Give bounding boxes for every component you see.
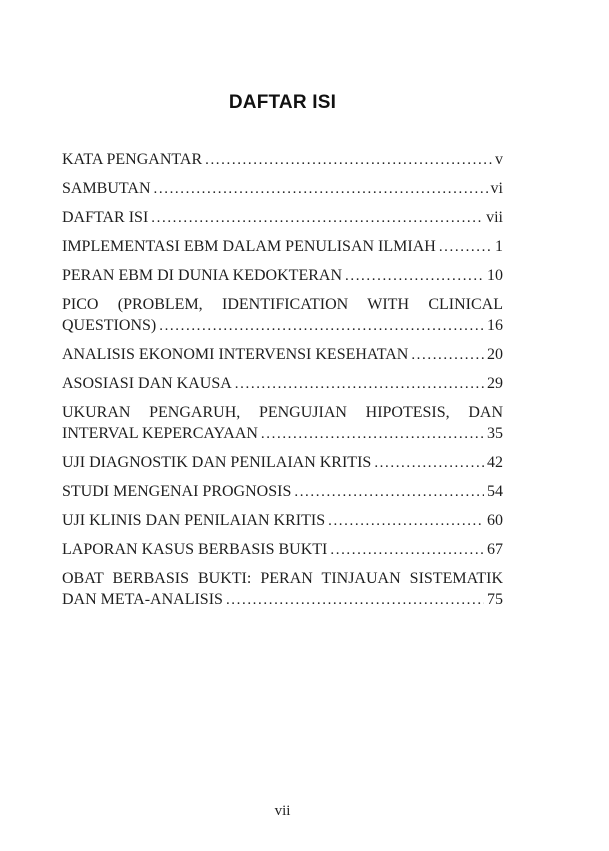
toc-entry-label: SAMBUTAN bbox=[62, 180, 151, 197]
toc-leader-dots bbox=[294, 481, 484, 503]
toc-leader-dots bbox=[226, 589, 484, 611]
toc-page-number: 1 bbox=[495, 238, 503, 255]
toc-entry bbox=[62, 149, 503, 171]
toc-leader-dots bbox=[345, 265, 484, 287]
toc-entry-label: STUDI MENGENAI PROGNOSIS bbox=[62, 483, 292, 500]
toc-entry-label: ASOSIASI DAN KAUSA bbox=[62, 375, 232, 392]
toc-entry bbox=[62, 207, 503, 229]
toc-entry-label: INTERVAL KEPERCAYAAN bbox=[62, 425, 258, 442]
toc-entry-row bbox=[62, 178, 503, 200]
toc-page-number: 10 bbox=[487, 267, 503, 284]
toc-entry-label: DAFTAR ISI bbox=[62, 209, 149, 226]
toc-entry-text: OBAT BERBASIS BUKTI: PERAN TINJAUAN SISTEMATIK bbox=[62, 570, 503, 587]
toc-entry-row bbox=[62, 265, 503, 287]
toc-entry-label: UJI DIAGNOSTIK DAN PENILAIAN KRITIS bbox=[62, 454, 372, 471]
toc-entry bbox=[62, 373, 503, 395]
toc-entry-label: ANALISIS EKONOMI INTERVENSI KESEHATAN bbox=[62, 346, 409, 363]
toc-entry bbox=[62, 402, 503, 445]
toc-leader-dots bbox=[411, 344, 484, 366]
toc-entry bbox=[62, 178, 503, 200]
toc-list bbox=[62, 149, 503, 618]
toc-page-number: 16 bbox=[487, 317, 503, 334]
toc-page-number: 29 bbox=[487, 375, 503, 392]
toc-leader-dots bbox=[330, 539, 484, 561]
toc-entry-row bbox=[62, 452, 503, 474]
toc-entry-label: UJI KLINIS DAN PENILAIAN KRITIS bbox=[62, 512, 326, 529]
toc-page-number: vi bbox=[490, 180, 503, 197]
toc-entry-label: QUESTIONS) bbox=[62, 317, 157, 334]
page-title: DAFTAR ISI bbox=[228, 92, 337, 113]
toc-page-number: v bbox=[495, 151, 503, 168]
toc-page-number: vii bbox=[486, 209, 503, 226]
toc-entry-label: PERAN EBM DI DUNIA KEDOKTERAN bbox=[62, 267, 342, 284]
toc-entry-row bbox=[62, 589, 503, 611]
toc-entry bbox=[62, 568, 503, 611]
toc-entry bbox=[62, 481, 503, 503]
toc-leader-dots bbox=[374, 452, 484, 474]
toc-entry-row bbox=[62, 207, 503, 229]
toc-leader-dots bbox=[261, 423, 484, 445]
toc-entry-row bbox=[62, 236, 503, 258]
toc-entry bbox=[62, 265, 503, 287]
toc-leader-dots bbox=[159, 315, 484, 337]
toc-leader-dots bbox=[151, 207, 483, 229]
toc-entry-text: UKURAN PENGARUH, PENGUJIAN HIPOTESIS, DAN bbox=[62, 404, 503, 421]
toc-entry-row bbox=[62, 510, 503, 532]
toc-entry bbox=[62, 452, 503, 474]
toc-entry-row bbox=[62, 423, 503, 445]
toc-page-number: 75 bbox=[487, 591, 503, 608]
toc-leader-dots bbox=[205, 149, 492, 171]
toc-page-number: 67 bbox=[487, 541, 503, 558]
toc-entry-row bbox=[62, 315, 503, 337]
toc-page-number: 60 bbox=[487, 512, 503, 529]
toc-entry-row bbox=[62, 149, 503, 171]
toc-entry-text: PICO (PROBLEM, IDENTIFICATION WITH CLINICAL bbox=[62, 296, 503, 313]
toc-leader-dots bbox=[235, 373, 484, 395]
toc-entry-label: IMPLEMENTASI EBM DALAM PENULISAN ILMIAH bbox=[62, 238, 436, 255]
toc-leader-dots bbox=[328, 510, 484, 532]
footer-page-number: vii bbox=[274, 803, 291, 819]
toc-entry bbox=[62, 344, 503, 366]
toc-entry-row bbox=[62, 373, 503, 395]
toc-page-number: 42 bbox=[487, 454, 503, 471]
toc-leader-dots bbox=[439, 236, 492, 258]
toc-page-number: 20 bbox=[487, 346, 503, 363]
toc-page-number: 35 bbox=[487, 425, 503, 442]
toc-entry-row bbox=[62, 344, 503, 366]
toc-page-number: 54 bbox=[487, 483, 503, 500]
toc-entry-label: DAN META-ANALISIS bbox=[62, 591, 223, 608]
toc-entry-label: LAPORAN KASUS BERBASIS BUKTI bbox=[62, 541, 328, 558]
toc-leader-dots bbox=[154, 178, 488, 200]
toc-entry bbox=[62, 294, 503, 337]
toc-entry bbox=[62, 236, 503, 258]
toc-entry-row bbox=[62, 481, 503, 503]
toc-entry-label: KATA PENGANTAR bbox=[62, 151, 203, 168]
toc-entry bbox=[62, 510, 503, 532]
toc-entry-row bbox=[62, 539, 503, 561]
toc-entry bbox=[62, 539, 503, 561]
